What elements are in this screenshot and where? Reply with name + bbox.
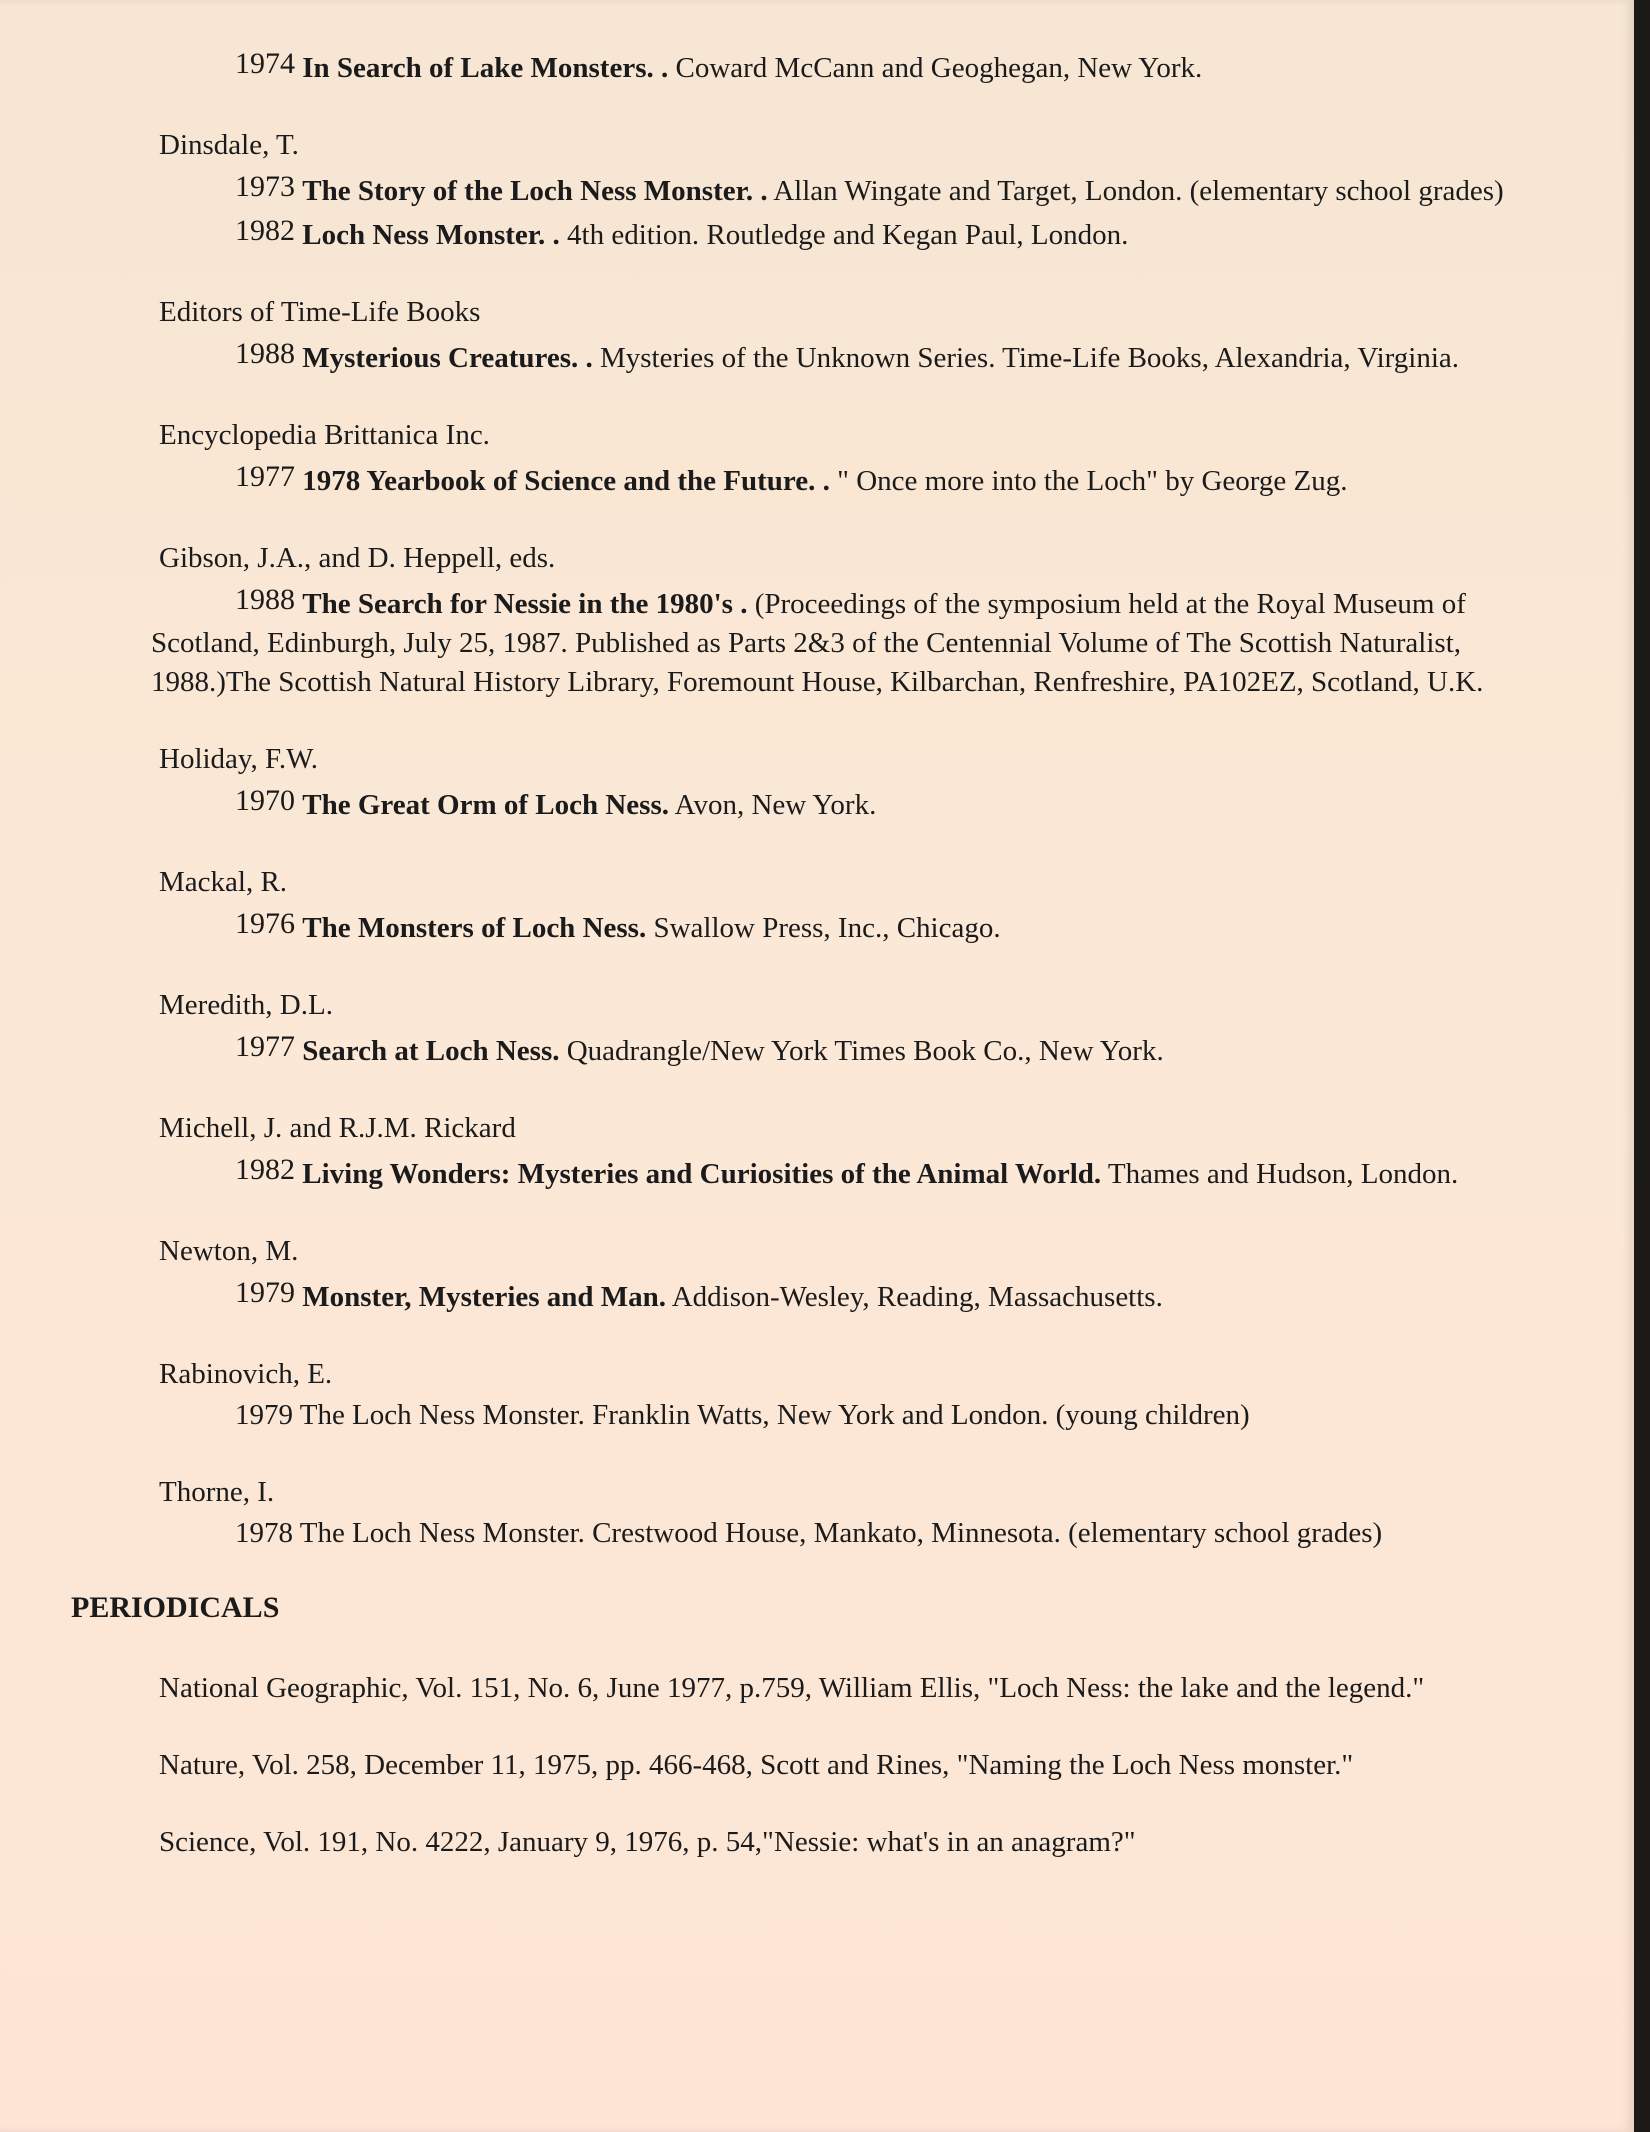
citation [151,1396,1571,1435]
periodical-entry: Science, Vol. 191, No. 4222, January 9, 1976, p. 54,"Nessie: what's in an anagram?" [159,1826,1136,1858]
citation-year: 1977 [235,460,295,493]
bib-entry [151,1232,1571,1317]
citation-year: 1982 [235,214,295,247]
citation-details: Thames and Hudson, London. [1107,1158,1459,1190]
author: Dinsdale, T. [159,129,299,161]
citation [151,1150,1571,1194]
citation [151,457,1571,501]
citation-year: 1988 [235,337,295,370]
citation-title: The Search for Nessie in the 1980's . [302,588,748,620]
citation [151,1273,1571,1317]
citation-title: 1978 Yearbook of Science and the Future. . [302,465,830,497]
citation-title: Loch Ness Monster. . [302,219,560,251]
author: Encyclopedia Brittanica Inc. [159,419,490,451]
bibliography [71,44,1571,1900]
citation-details: " Once more into the Loch" by George Zug. [837,465,1348,497]
citation-details: Addison-Wesley, Reading, Massachusetts. [671,1281,1163,1313]
citation-year: 1982 [235,1153,295,1186]
bib-entry [151,1355,1571,1435]
bib-entry [151,126,1571,255]
citation [151,334,1571,378]
bib-entry [151,293,1571,378]
citation-title: The Great Orm of Loch Ness. [302,789,669,821]
citation-details: Avon, New York. [674,789,877,821]
citation-details: Coward McCann and Geoghegan, New York. [675,52,1203,84]
bib-entry [151,1109,1571,1194]
citation-year: 1979 [235,1276,295,1309]
bib-entry [151,1473,1571,1553]
citation-year: 1970 [235,784,295,817]
citation [151,44,1571,88]
citation [151,580,1571,702]
citation-year: 1977 [235,1030,295,1063]
author: Editors of Time-Life Books [159,296,481,328]
citation-title: Monster, Mysteries and Man. [302,1281,667,1313]
citation-year: 1973 [235,170,295,203]
author: Rabinovich, E. [159,1358,333,1390]
citation [151,1027,1571,1071]
citation-title: Living Wonders: Mysteries and Curiosities of the Animal World. [302,1158,1102,1190]
author: Mackal, R. [159,866,288,898]
bib-entry [151,986,1571,1071]
periodical-entry: National Geographic, Vol. 151, No. 6, June 1977, p.759, William Ellis, "Loch Ness: the lake and the legend." [159,1672,1425,1704]
citation-details: Mysteries of the Unknown Series. Time-Life Books, Alexandria, Virginia. [599,342,1460,374]
citation [151,781,1571,825]
citation-details: Quadrangle/New York Times Book Co., New York. [566,1035,1164,1067]
citation-title: The Monsters of Loch Ness. [302,912,647,944]
citation-title: In Search of Lake Monsters. . [302,52,669,84]
citation-details: Swallow Press, Inc., Chicago. [653,912,1001,944]
citation-details: 1979 The Loch Ness Monster. Franklin Watts, New York and London. (young children) [235,1399,1250,1431]
author: Thorne, I. [159,1476,275,1508]
bib-entry [151,44,1571,88]
citation-year: 1988 [235,583,295,616]
citation-year: 1976 [235,907,295,940]
citation-details: 4th edition. Routledge and Kegan Paul, London. [567,219,1129,251]
citation-details: (Proceedings of the symposium held at the Royal Museum of Scotland, Edinburgh, July 25, 1987. Published as Parts 2&3 of the Centennial Volume of The Scottish Naturalist, 1988.)The Scottish Natural History Library, Foremount House, Kilbarchan, Renfreshire, PA102EZ, Scotland, U.K. [151,588,1484,698]
citation [151,904,1571,948]
citation-title: Mysterious Creatures. . [302,342,593,374]
bib-entry [151,539,1571,702]
bib-entry [151,416,1571,501]
section-heading: PERIODICALS [71,1591,280,1624]
citation [151,1514,1571,1553]
author: Meredith, D.L. [159,989,333,1021]
author: Newton, M. [159,1235,299,1267]
periodical-entry: Nature, Vol. 258, December 11, 1975, pp. 466-468, Scott and Rines, "Naming the Loch Ness monster." [159,1749,1354,1781]
citation-title: Search at Loch Ness. [302,1035,560,1067]
author: Gibson, J.A., and D. Heppell, eds. [159,542,556,574]
citation-year: 1974 [235,47,295,80]
author: Michell, J. and R.J.M. Rickard [159,1112,516,1144]
bib-entry [151,740,1571,825]
bib-entry [151,863,1571,948]
citation-title: The Story of the Loch Ness Monster. . [302,175,768,207]
citation [151,167,1571,211]
citation [151,211,1571,255]
citation-details: 1978 The Loch Ness Monster. Crestwood House, Mankato, Minnesota. (elementary school grades) [235,1517,1383,1549]
citation-details: Allan Wingate and Target, London. (elementary school grades) [773,175,1504,207]
author: Holiday, F.W. [159,743,319,775]
